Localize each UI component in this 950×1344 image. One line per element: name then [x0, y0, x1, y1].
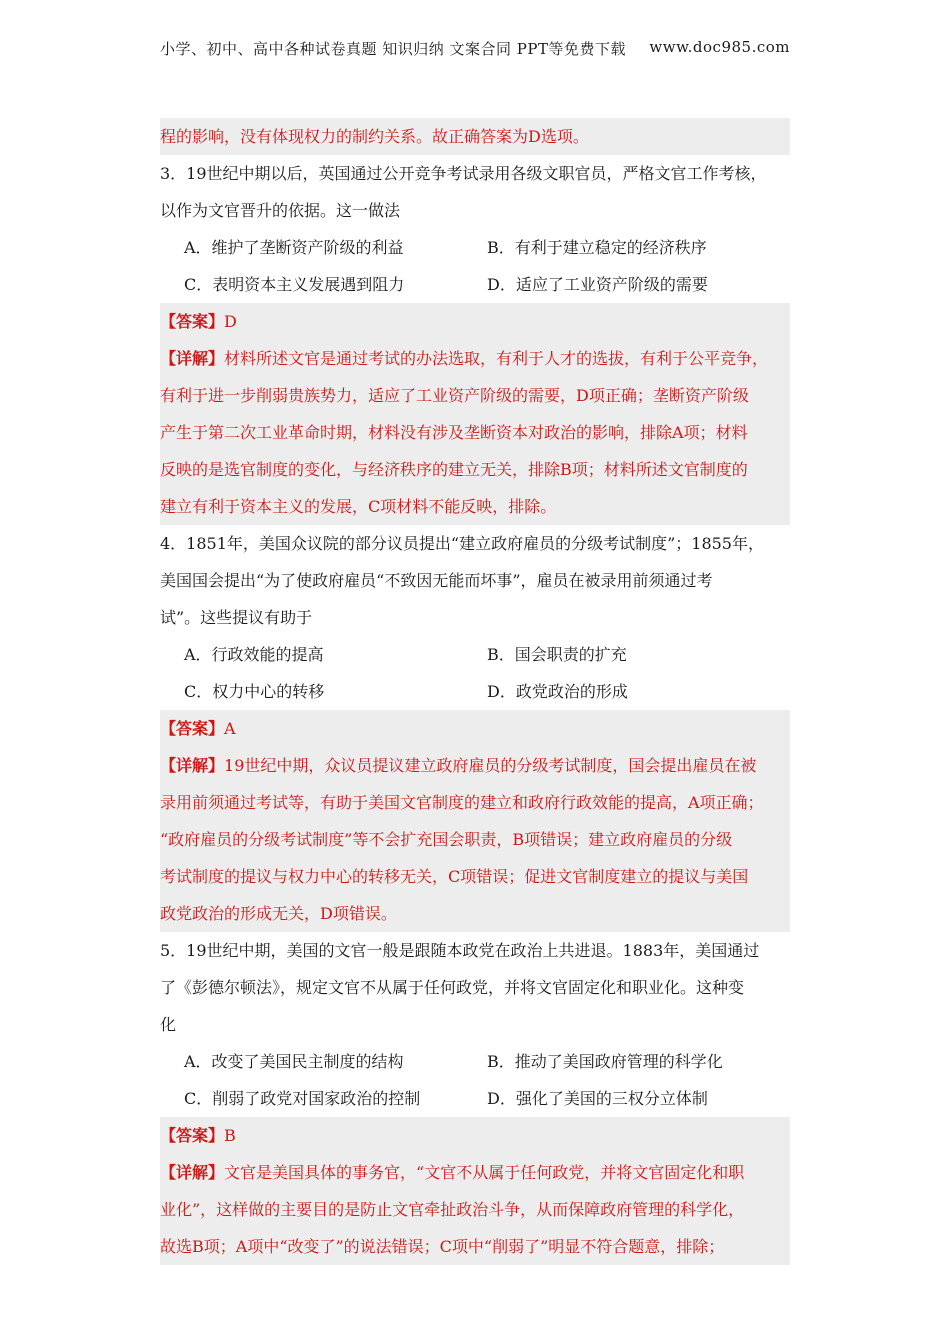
detail-line: 政党政治的形成无关，D项错误。 [160, 904, 397, 923]
answer-line [160, 303, 790, 340]
option-c: C．权力中心的转移 [184, 682, 325, 701]
detail-text: 文官是美国具体的事务官，“文官不从属于任何政党，并将文官固定化和职 [224, 1163, 745, 1182]
option-a: A．改变了美国民主制度的结构 [184, 1052, 404, 1071]
option-b: B．国会职责的扩充 [487, 645, 627, 664]
detail-line: “政府雇员的分级考试制度”等不会扩充国会职责，B项错误；建立政府雇员的分级 [160, 830, 733, 849]
detail-label: 【详解】 [160, 349, 225, 368]
previous-detail-tail: 程的影响，没有体现权力的制约关系。故正确答案为D选项。 [160, 118, 790, 155]
options-row [160, 673, 790, 710]
answer-block [160, 303, 790, 525]
header-promo-text: 小学、初中、高中各种试卷真题 知识归纳 文案合同 PPT等免费下载 [160, 40, 626, 58]
option-b: B．推动了美国政府管理的科学化 [487, 1052, 723, 1071]
question-stem-line: 了《彭德尔顿法》，规定文官不从属于任何政党，并将文官固定化和职业化。这种变 [160, 978, 745, 997]
option-c: C．表明资本主义发展遇到阻力 [184, 275, 405, 294]
answer-label: 【答案】 [160, 312, 225, 331]
detail-text: 材料所述文官是通过考试的办法选取，有利于人才的选拔，有利于公平竞争， [224, 349, 769, 368]
option-a: A．维护了垄断资产阶级的利益 [184, 238, 404, 257]
detail-line: 产生于第二次工业革命时期，材料没有涉及垄断资本对政治的影响，排除A项；材料 [160, 423, 748, 442]
option-d: D．适应了工业资产阶级的需要 [487, 275, 708, 294]
detail-line [160, 747, 790, 784]
question-stem-line: 以作为文官晋升的依据。这一做法 [160, 201, 401, 220]
detail-line: 录用前须通过考试等，有助于美国文官制度的建立和政府行政效能的提高，A项正确； [160, 793, 764, 812]
detail-line: 有利于进一步削弱贵族势力，适应了工业资产阶级的需要，D项正确；垄断资产阶级 [160, 386, 749, 405]
detail-line: 建立有利于资本主义的发展，C项材料不能反映，排除。 [160, 497, 557, 516]
answer-value: A [224, 719, 236, 738]
options-row [160, 1080, 790, 1117]
answer-value: D [224, 312, 237, 331]
answer-label: 【答案】 [160, 1126, 225, 1145]
option-d: D．政党政治的形成 [487, 682, 628, 701]
answer-block [160, 710, 790, 932]
detail-line [160, 1154, 790, 1191]
question-stem-line: 3．19世纪中期以后，英国通过公开竞争考试录用各级文职官员，严格文官工作考核， [160, 164, 767, 183]
answer-value: B [224, 1126, 236, 1145]
question-5 [160, 932, 790, 1265]
question-stem-line: 美国国会提出“为了使政府雇员“不致因无能而坏事”，雇员在被录用前须通过考 [160, 571, 713, 590]
question-stem-line: 试”。这些提议有助于 [160, 608, 313, 627]
answer-line [160, 1117, 790, 1154]
options-row [160, 229, 790, 266]
question-stem-line: 化 [160, 1015, 177, 1034]
page-header [160, 38, 790, 59]
detail-line [160, 340, 790, 377]
detail-line: 反映的是选官制度的变化，与经济秩序的建立无关，排除B项；材料所述文官制度的 [160, 460, 748, 479]
answer-line [160, 710, 790, 747]
question-3 [160, 155, 790, 525]
detail-line: 故选B项；A项中“改变了”的说法错误；C项中“削弱了”明显不符合题意，排除； [160, 1237, 725, 1256]
options-row [160, 636, 790, 673]
options-row [160, 266, 790, 303]
detail-line: 考试制度的提议与权力中心的转移无关，C项错误；促进文官制度建立的提议与美国 [160, 867, 749, 886]
answer-block [160, 1117, 790, 1265]
options-row [160, 1043, 790, 1080]
detail-line: 业化”，这样做的主要目的是防止文官牵扯政治斗争，从而保障政府管理的科学化， [160, 1200, 745, 1219]
answer-label: 【答案】 [160, 719, 225, 738]
question-4 [160, 525, 790, 932]
option-b: B．有利于建立稳定的经济秩序 [487, 238, 707, 257]
option-c: C．削弱了政党对国家政治的控制 [184, 1089, 421, 1108]
detail-label: 【详解】 [160, 756, 225, 775]
document-body [160, 118, 790, 1265]
question-stem-line: 5．19世纪中期，美国的文官一般是跟随本政党在政治上共进退。1883年，美国通过 [160, 941, 760, 960]
detail-label: 【详解】 [160, 1163, 225, 1182]
header-website: www.doc985.com [649, 38, 790, 56]
detail-text: 19世纪中期，众议员提议建立政府雇员的分级考试制度，国会提出雇员在被 [224, 756, 757, 775]
question-stem-line: 4．1851年，美国众议院的部分议员提出“建立政府雇员的分级考试制度”；1855年， [160, 534, 764, 553]
option-d: D．强化了美国的三权分立体制 [487, 1089, 708, 1108]
option-a: A．行政效能的提高 [184, 645, 324, 664]
